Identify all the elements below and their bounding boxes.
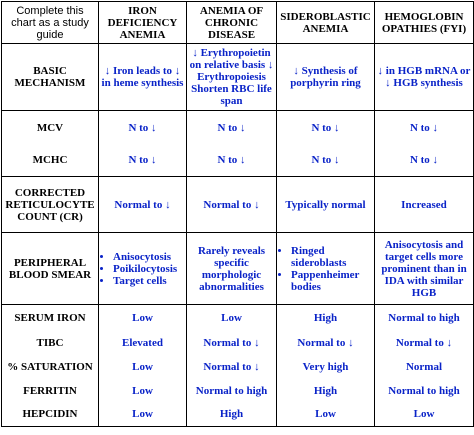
cell-retic-hemoglobinopathies: Increased xyxy=(375,177,474,233)
cell-smear-hemoglobinopathies: Anisocytosis and target cells more prominent than in IDA with similar HGB xyxy=(375,233,474,305)
column-header-acd: ANEMIA OF CHRONIC DISEASE xyxy=(187,2,277,44)
cell-mcv-hemoglobinopathies: N to ↓ xyxy=(375,111,474,145)
cell-saturation-sideroblastic: Very high xyxy=(277,355,375,379)
cell-smear-acd: Rarely reveals specific morphologic abnormalities xyxy=(187,233,277,305)
row-serum-iron xyxy=(2,305,474,331)
cell-retic-sideroblastic: Typically normal xyxy=(277,177,375,233)
column-header-ida: IRON DEFICIENCY ANEMIA xyxy=(99,2,187,44)
cell-saturation-ida: Low xyxy=(99,355,187,379)
row-label-tibc: TIBC xyxy=(2,331,99,355)
row-tibc xyxy=(2,331,474,355)
cell-mchc-hemoglobinopathies: N to ↓ xyxy=(375,145,474,177)
cell-tibc-hemoglobinopathies: Normal to ↓ xyxy=(375,331,474,355)
cell-hepcidin-sideroblastic: Low xyxy=(277,403,375,427)
cell-ferritin-hemoglobinopathies: Normal to high xyxy=(375,379,474,403)
cell-hepcidin-acd: High xyxy=(187,403,277,427)
row-hepcidin xyxy=(2,403,474,427)
header-row xyxy=(2,2,474,44)
list-item: • Target cells xyxy=(113,275,184,287)
cell-ferritin-ida: Low xyxy=(99,379,187,403)
cell-retic-ida: Normal to ↓ xyxy=(99,177,187,233)
cell-tibc-acd: Normal to ↓ xyxy=(187,331,277,355)
cell-mchc-sideroblastic: N to ↓ xyxy=(277,145,375,177)
cell-saturation-acd: Normal to ↓ xyxy=(187,355,277,379)
cell-serum-iron-sideroblastic: High xyxy=(277,305,375,331)
row-label-mchc: MCHC xyxy=(2,145,99,177)
list-item: • Pappenheimer bodies xyxy=(291,269,372,293)
smear-sideroblastic-list xyxy=(279,245,372,293)
cell-serum-iron-hemoglobinopathies: Normal to high xyxy=(375,305,474,331)
cell-mechanism-sideroblastic: ↓ Synthesis of porphyrin ring xyxy=(277,44,375,111)
row-mcv xyxy=(2,111,474,145)
cell-mchc-acd: N to ↓ xyxy=(187,145,277,177)
cell-ferritin-acd: Normal to high xyxy=(187,379,277,403)
cell-mcv-sideroblastic: N to ↓ xyxy=(277,111,375,145)
row-label-ferritin: FERRITIN xyxy=(2,379,99,403)
row-label-saturation: % SATURATION xyxy=(2,355,99,379)
list-item: • Anisocytosis xyxy=(113,251,184,263)
cell-mcv-ida: N to ↓ xyxy=(99,111,187,145)
column-header-hemoglobinopathies: HEMOGLOBIN OPATHIES (FYI) xyxy=(375,2,474,44)
cell-mechanism-hemoglobinopathies: ↓ in HGB mRNA or ↓ HGB synthesis xyxy=(375,44,474,111)
row-basic-mechanism xyxy=(2,44,474,111)
corner-instruction: Complete this chart as a study guide xyxy=(2,2,99,44)
cell-tibc-ida: Elevated xyxy=(99,331,187,355)
cell-smear-ida xyxy=(99,233,187,305)
list-item: • Poikilocytosis xyxy=(113,263,184,275)
row-label-peripheral-smear: PERIPHERAL BLOOD SMEAR xyxy=(2,233,99,305)
cell-hepcidin-hemoglobinopathies: Low xyxy=(375,403,474,427)
cell-ferritin-sideroblastic: High xyxy=(277,379,375,403)
cell-tibc-sideroblastic: Normal to ↓ xyxy=(277,331,375,355)
list-item: • Ringed sideroblasts xyxy=(291,245,372,269)
column-header-sideroblastic: SIDEROBLASTIC ANEMIA xyxy=(277,2,375,44)
row-label-mcv: MCV xyxy=(2,111,99,145)
row-label-hepcidin: HEPCIDIN xyxy=(2,403,99,427)
row-label-basic-mechanism: BASIC MECHANISM xyxy=(2,44,99,111)
cell-smear-sideroblastic xyxy=(277,233,375,305)
cell-hepcidin-ida: Low xyxy=(99,403,187,427)
row-label-reticulocyte: CORRECTED RETICULOCYTE COUNT (CR) xyxy=(2,177,99,233)
row-label-serum-iron: SERUM IRON xyxy=(2,305,99,331)
row-saturation xyxy=(2,355,474,379)
row-ferritin xyxy=(2,379,474,403)
smear-ida-list xyxy=(101,251,184,287)
cell-mcv-acd: N to ↓ xyxy=(187,111,277,145)
cell-serum-iron-acd: Low xyxy=(187,305,277,331)
cell-mechanism-ida: ↓ Iron leads to ↓ in heme synthesis xyxy=(99,44,187,111)
cell-mchc-ida: N to ↓ xyxy=(99,145,187,177)
cell-saturation-hemoglobinopathies: Normal xyxy=(375,355,474,379)
anemia-study-chart xyxy=(1,1,474,427)
cell-mechanism-acd: ↓ Erythropoietin on relative basis ↓ Erythropoiesis Shorten RBC life span xyxy=(187,44,277,111)
row-peripheral-smear xyxy=(2,233,474,305)
row-mchc xyxy=(2,145,474,177)
row-reticulocyte xyxy=(2,177,474,233)
cell-serum-iron-ida: Low xyxy=(99,305,187,331)
cell-retic-acd: Normal to ↓ xyxy=(187,177,277,233)
